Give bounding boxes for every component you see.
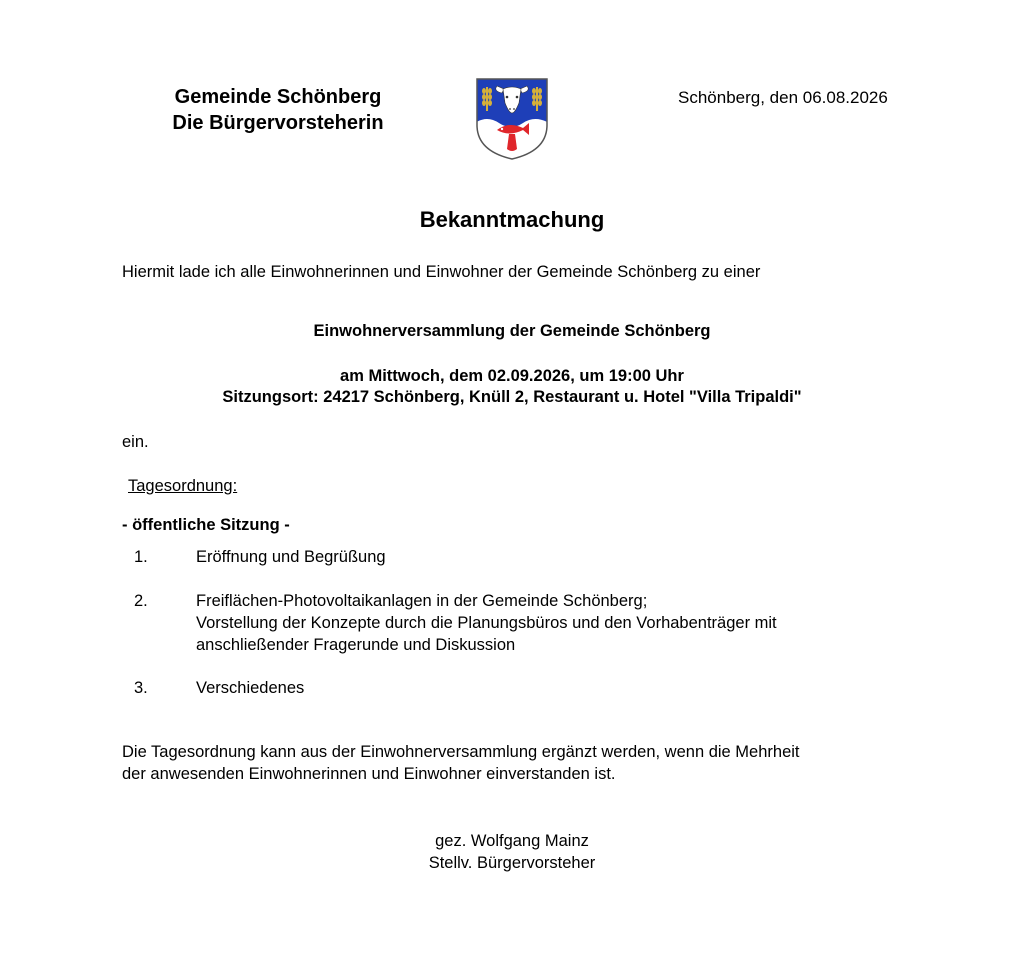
agenda-note-line: der anwesenden Einwohnerinnen und Einwohner einverstanden ist. <box>122 765 616 783</box>
event-date-time: am Mittwoch, dem 02.09.2026, um 19:00 Uhr <box>340 367 684 385</box>
municipality-header <box>140 84 416 136</box>
municipality-name: Gemeinde Schönberg <box>174 86 382 108</box>
document-title: Bekanntmachung <box>419 207 605 232</box>
document-date: Schönberg, den 06.08.2026 <box>678 88 888 107</box>
official-title: Die Bürgervorsteherin <box>172 112 384 134</box>
closing-word: ein. <box>122 433 149 451</box>
event-name: Einwohnerversammlung der Gemeinde Schönberg <box>313 322 711 340</box>
signature-name: gez. Wolfgang Mainz <box>435 832 589 850</box>
event-location: Sitzungsort: 24217 Schönberg, Knüll 2, Restaurant u. Hotel "Villa Tripaldi" <box>222 388 802 406</box>
agenda-item-number: 3. <box>134 679 148 697</box>
agenda-item-text: Verschiedenes <box>196 679 305 697</box>
agenda-item-number: 2. <box>134 592 148 610</box>
agenda-note-line: Die Tagesordnung kann aus der Einwohnerversammlung ergänzt werden, wenn die Mehrheit <box>122 743 800 761</box>
agenda-heading: Tagesordnung: <box>128 477 238 495</box>
agenda-section-label: - öffentliche Sitzung - <box>122 516 290 534</box>
agenda-item-text: Vorstellung der Konzepte durch die Planungsbüros und den Vorhabenträger mit <box>196 614 777 632</box>
agenda-item-text: anschließender Fragerunde und Diskussion <box>196 636 516 654</box>
coat-of-arms-icon <box>475 77 549 161</box>
agenda-item-text: Freiflächen-Photovoltaikanlagen in der Gemeinde Schönberg; <box>196 592 648 610</box>
agenda-item-number: 1. <box>134 548 148 566</box>
signature-title: Stellv. Bürgervorsteher <box>428 854 596 872</box>
agenda-item-text: Eröffnung und Begrüßung <box>196 548 386 566</box>
intro-text: Hiermit lade ich alle Einwohnerinnen und Einwohner der Gemeinde Schönberg zu einer <box>122 263 761 281</box>
